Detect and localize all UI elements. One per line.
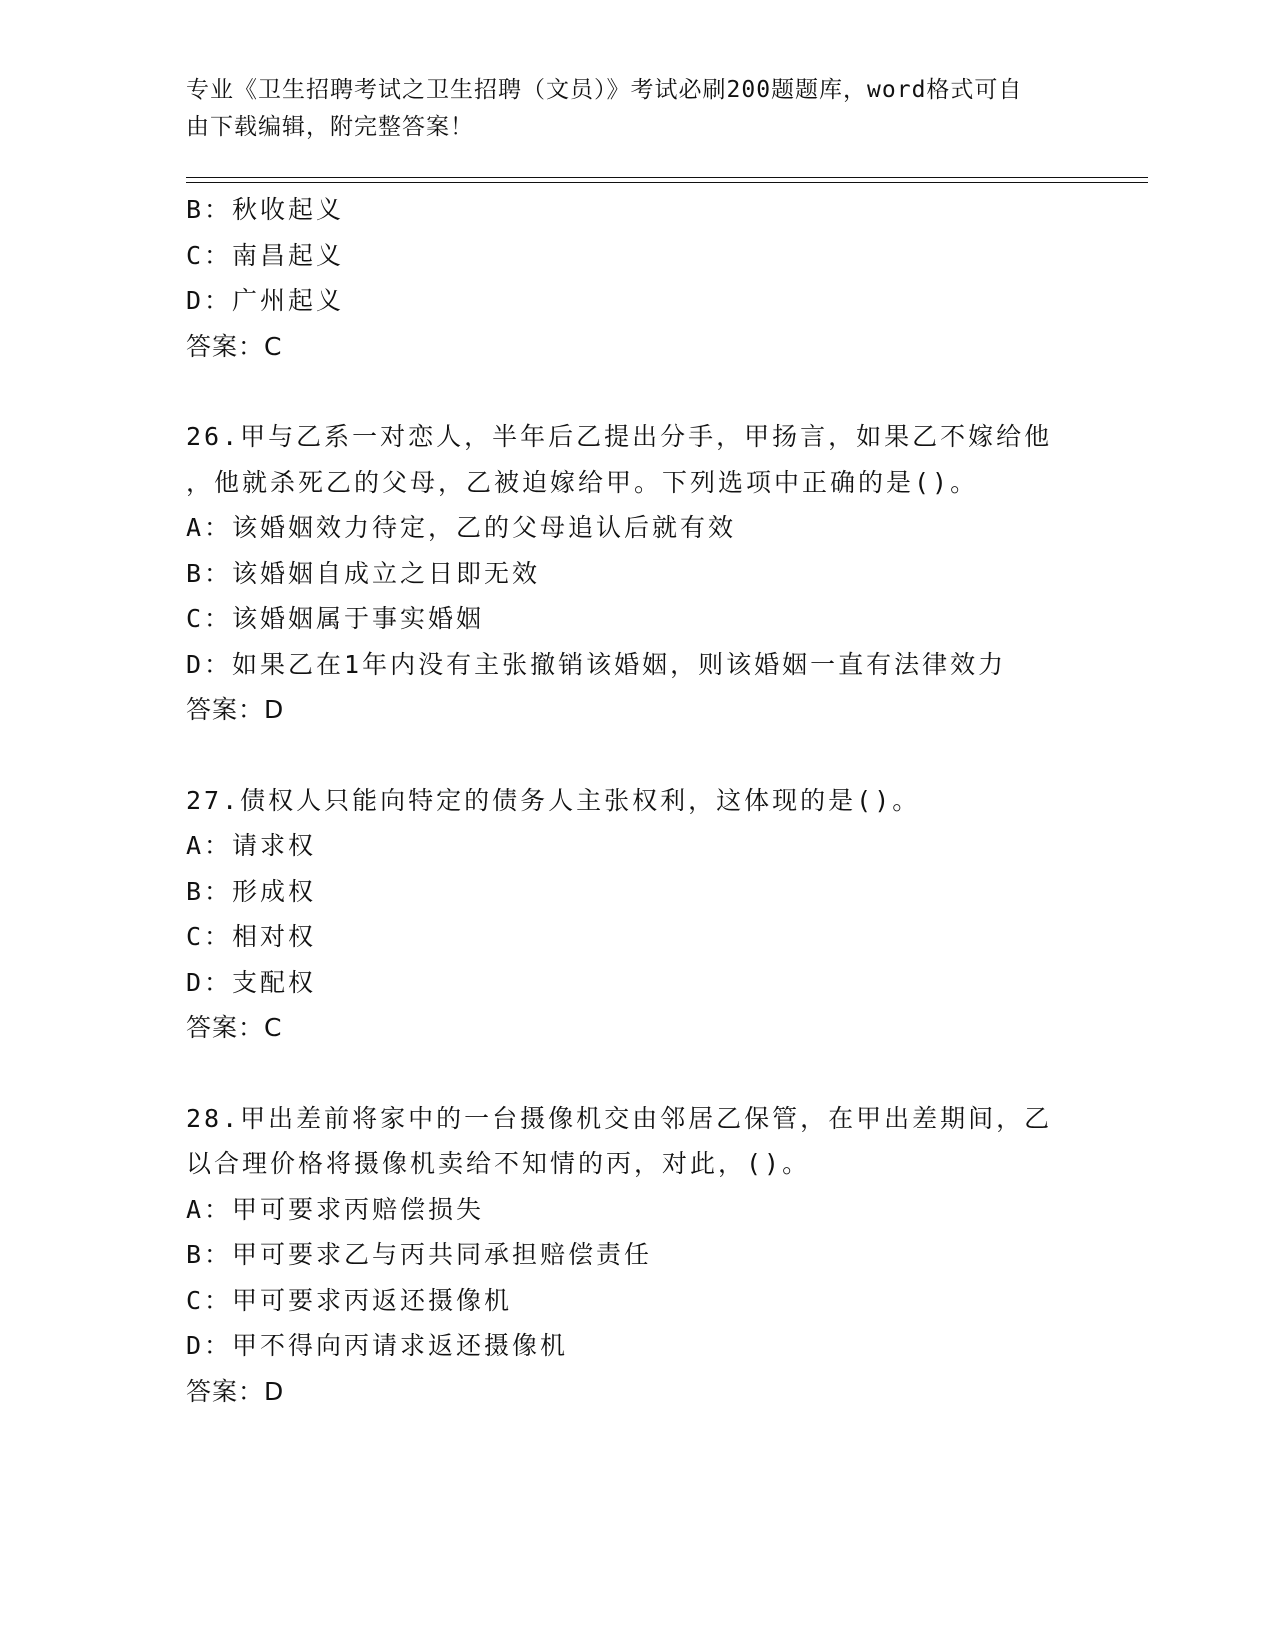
question-text-line-1: 28.甲出差前将家中的一台摄像机交由邻居乙保管，在甲出差期间，乙 bbox=[186, 1103, 1053, 1133]
answer-line: 答案：D bbox=[186, 695, 285, 724]
question-text-line-1: 26.甲与乙系一对恋人，半年后乙提出分手，甲扬言，如果乙不嫁给他 bbox=[186, 422, 1053, 451]
option-a: A：甲可要求丙赔偿损失 bbox=[186, 1194, 485, 1224]
option-d: D：广州起义 bbox=[186, 286, 345, 315]
header-line-2: 由下载编辑，附完整答案！ bbox=[186, 114, 474, 140]
option-b: B：该婚姻自成立之日即无效 bbox=[186, 558, 541, 588]
question-26 bbox=[186, 414, 1086, 733]
option-c: C：甲可要求丙返还摄像机 bbox=[186, 1285, 513, 1315]
option-d: D：支配权 bbox=[186, 967, 317, 997]
question-text-line-2: ，他就杀死乙的父母，乙被迫嫁给甲。下列选项中正确的是()。 bbox=[186, 467, 979, 497]
question-text-line-2: 以合理价格将摄像机卖给不知情的丙，对此，()。 bbox=[186, 1149, 811, 1178]
option-d: D：甲不得向丙请求返还摄像机 bbox=[186, 1331, 569, 1360]
spacer bbox=[186, 369, 1086, 414]
question-28 bbox=[186, 1096, 1086, 1415]
document-header bbox=[186, 72, 1066, 146]
option-b: B：甲可要求乙与丙共同承担赔偿责任 bbox=[186, 1240, 653, 1269]
option-d: D：如果乙在1年内没有主张撤销该婚姻，则该婚姻一直有法律效力 bbox=[186, 649, 1007, 679]
option-c: C：该婚姻属于事实婚姻 bbox=[186, 604, 485, 633]
question-text-line-1: 27.债权人只能向特定的债务人主张权利，这体现的是()。 bbox=[186, 785, 921, 815]
option-b: B：秋收起义 bbox=[186, 195, 345, 224]
option-c: C：南昌起义 bbox=[186, 240, 345, 270]
answer-line: 答案：C bbox=[186, 331, 283, 361]
spacer bbox=[186, 1051, 1086, 1096]
question-25-tail bbox=[186, 187, 1086, 369]
question-27 bbox=[186, 778, 1086, 1051]
spacer bbox=[186, 733, 1086, 778]
option-a: A：请求权 bbox=[186, 831, 317, 860]
answer-line: 答案：D bbox=[186, 1376, 285, 1406]
option-a: A：该婚姻效力待定，乙的父母追认后就有效 bbox=[186, 513, 737, 542]
option-c: C：相对权 bbox=[186, 922, 317, 951]
answer-line: 答案：C bbox=[186, 1013, 283, 1042]
option-b: B：形成权 bbox=[186, 876, 317, 906]
header-rule-top bbox=[186, 177, 1148, 178]
header-rule-bottom bbox=[186, 182, 1148, 183]
question-list bbox=[186, 187, 1086, 1414]
header-line-1: 专业《卫生招聘考试之卫生招聘（文员）》考试必刷200题题库，word格式可自 bbox=[186, 77, 1023, 103]
